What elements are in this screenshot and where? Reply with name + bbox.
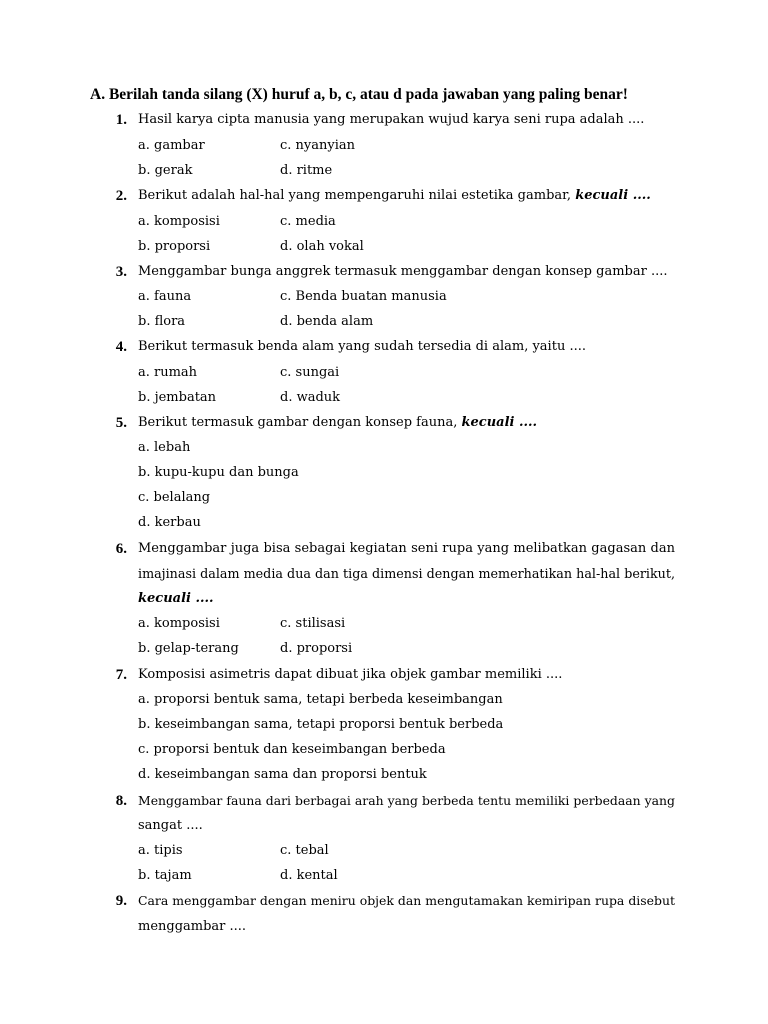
question-4-option-c: c. sungai — [280, 365, 340, 380]
question-6-text-line-1: Menggambar juga bisa sebagai kegiatan seni rupa yang melibatkan gagasan dan — [138, 541, 675, 556]
question-3-option-d: d. benda alam — [280, 314, 374, 329]
question-7-option-c: c. proporsi bentuk dan keseimbangan berbeda — [138, 742, 446, 757]
question-2-text — [138, 186, 651, 206]
question-8-text-line-2: sangat .... — [138, 818, 203, 833]
question-5-number: 5. — [115, 415, 127, 431]
question-7-number: 7. — [115, 667, 127, 683]
question-8-option-a: a. tipis — [138, 843, 183, 858]
question-1-option-b: b. gerak — [138, 163, 193, 178]
question-7-option-a: a. proporsi bentuk sama, tetapi berbeda keseimbangan — [138, 692, 503, 707]
question-6-emphasis: kecuali .... — [138, 591, 214, 606]
question-2-emphasis: kecuali .... — [575, 188, 651, 203]
question-8-number: 8. — [115, 793, 127, 809]
question-5-option-b: b. kupu-kupu dan bunga — [138, 465, 299, 480]
question-2-option-c: c. media — [280, 214, 336, 229]
question-3-option-b: b. flora — [138, 314, 186, 329]
question-4-text: Berikut termasuk benda alam yang sudah tersedia di alam, yaitu .... — [138, 339, 586, 354]
question-5-text — [138, 413, 537, 433]
question-6-text-line-2: imajinasi dalam media dua dan tiga dimensi dengan memerhatikan hal-hal berikut, — [138, 566, 675, 581]
question-5-emphasis: kecuali .... — [461, 415, 538, 430]
question-2-stem: Berikut adalah hal-hal yang mempengaruhi nilai estetika gambar, — [138, 188, 572, 203]
question-1-option-d: d. ritme — [280, 163, 333, 178]
question-1-option-c: c. nyanyian — [280, 138, 356, 153]
question-6-option-a: a. komposisi — [138, 616, 220, 631]
question-6-number: 6. — [115, 541, 127, 557]
question-3-option-c: c. Benda buatan manusia — [280, 289, 447, 304]
question-4-option-a: a. rumah — [138, 365, 198, 380]
question-8-option-d: d. kental — [280, 868, 338, 883]
question-2-number: 2. — [115, 188, 127, 204]
question-7-text: Komposisi asimetris dapat dibuat jika objek gambar memiliki .... — [138, 667, 563, 682]
question-2-option-a: a. komposisi — [138, 214, 220, 229]
question-5-option-a: a. lebah — [138, 440, 191, 455]
question-8-option-b: b. tajam — [138, 868, 192, 883]
question-2-option-b: b. proporsi — [138, 239, 211, 254]
question-2-option-d: d. olah vokal — [280, 239, 364, 254]
question-4-option-b: b. jembatan — [138, 390, 217, 405]
question-7-option-b: b. keseimbangan sama, tetapi proporsi bentuk berbeda — [138, 717, 504, 732]
question-6-option-b: b. gelap-terang — [138, 641, 239, 656]
question-6-option-c: c. stilisasi — [280, 616, 346, 631]
question-6-text-line-3 — [138, 589, 214, 609]
question-6-option-d: d. proporsi — [280, 641, 353, 656]
question-7-option-d: d. keseimbangan sama dan proporsi bentuk — [138, 767, 427, 782]
question-3-option-a: a. fauna — [138, 289, 192, 304]
question-3-text: Menggambar bunga anggrek termasuk menggambar dengan konsep gambar .... — [138, 264, 668, 279]
question-1-number: 1. — [115, 112, 127, 128]
question-9-text-line-2: menggambar .... — [138, 919, 247, 934]
question-1-option-a: a. gambar — [138, 138, 205, 153]
question-9-text-line-1: Cara menggambar dengan meniru objek dan mengutamakan kemiripan rupa disebut — [138, 893, 675, 908]
question-5-option-d: d. kerbau — [138, 515, 201, 530]
section-heading: A. Berilah tanda silang (X) huruf a, b, c, atau d pada jawaban yang paling benar! — [90, 86, 628, 103]
question-4-number: 4. — [115, 339, 127, 355]
question-4-option-d: d. waduk — [280, 390, 341, 405]
question-1-text: Hasil karya cipta manusia yang merupakan wujud karya seni rupa adalah .... — [138, 112, 645, 127]
question-8-option-c: c. tebal — [280, 843, 329, 858]
question-5-stem: Berikut termasuk gambar dengan konsep fauna, — [138, 415, 458, 430]
question-3-number: 3. — [115, 264, 127, 280]
question-8-text-line-1: Menggambar fauna dari berbagai arah yang berbeda tentu memiliki perbedaan yang — [138, 793, 675, 808]
question-9-number: 9. — [115, 893, 127, 909]
question-5-option-c: c. belalang — [138, 490, 211, 505]
